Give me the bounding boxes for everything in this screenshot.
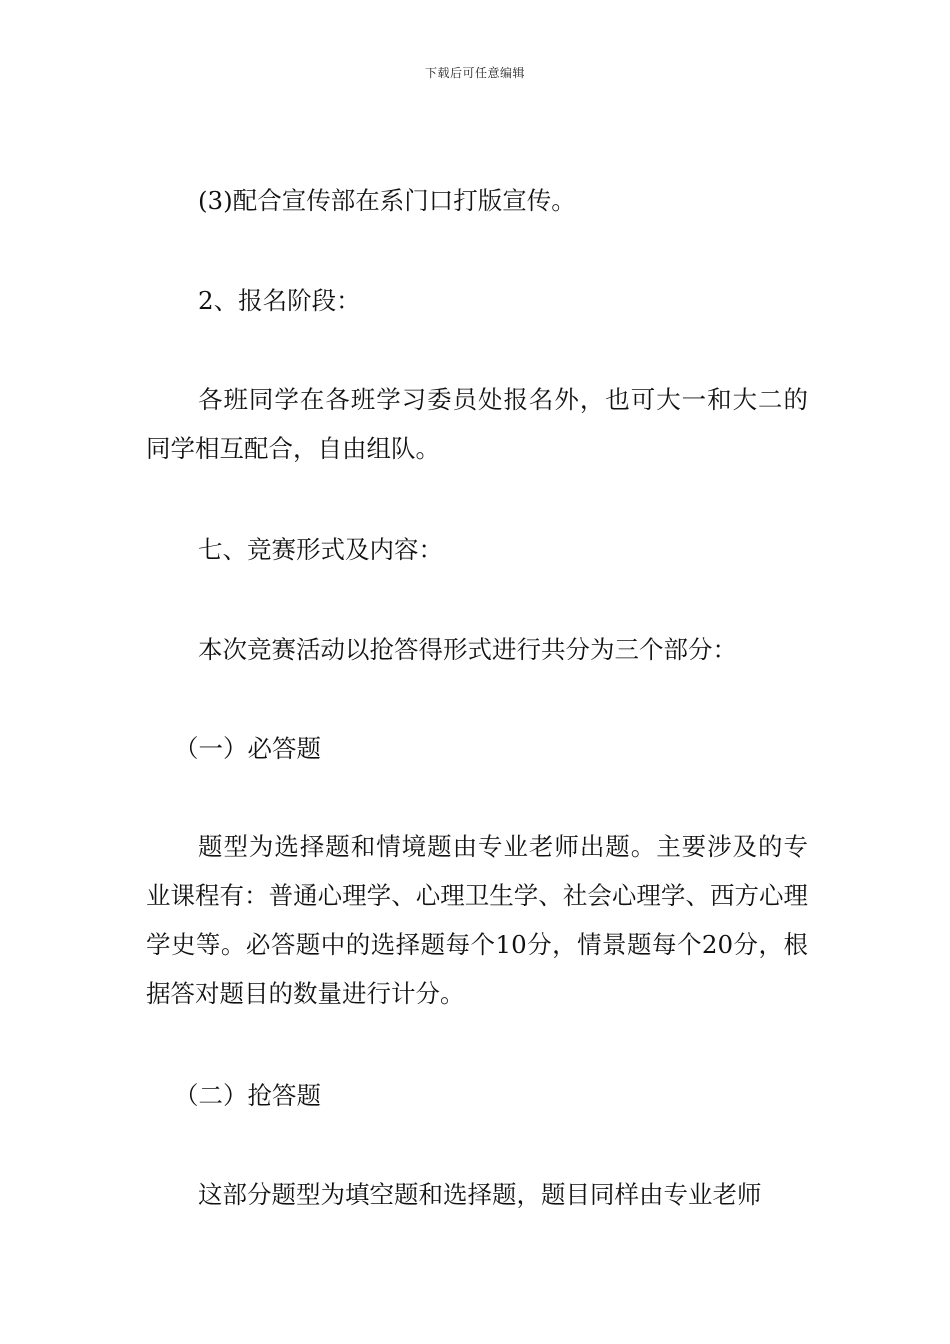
- paragraph-promotion: (3)配合宣传部在系门口打版宣传。: [198, 186, 576, 215]
- paragraph-required-questions-body: 题型为选择题和情境题由专业老师出题。主要涉及的专业课程有：普通心理学、心理卫生学、社会心理学、西方心理学史等。必答题中的选择题每个10分，情景题每个20分，根据答对题目的数量进行计分。: [146, 832, 808, 1008]
- paragraph-registration-body: 各班同学在各班学习委员处报名外，也可大一和大二的同学相互配合，自由组队。: [146, 385, 808, 463]
- subheading-required-questions: （一）必答题: [174, 734, 321, 763]
- section-heading-competition-format: 七、竞赛形式及内容：: [198, 535, 443, 564]
- subheading-buzzer-questions: （二）抢答题: [174, 1081, 321, 1110]
- paragraph-buzzer-questions-body: 这部分题型为填空题和选择题，题目同样由专业老师: [198, 1180, 762, 1209]
- paragraph-competition-intro: 本次竞赛活动以抢答得形式进行共分为三个部分：: [198, 635, 737, 664]
- paragraph-registration-heading: 2、报名阶段：: [198, 286, 361, 315]
- page-header: 下载后可任意编辑: [424, 66, 525, 80]
